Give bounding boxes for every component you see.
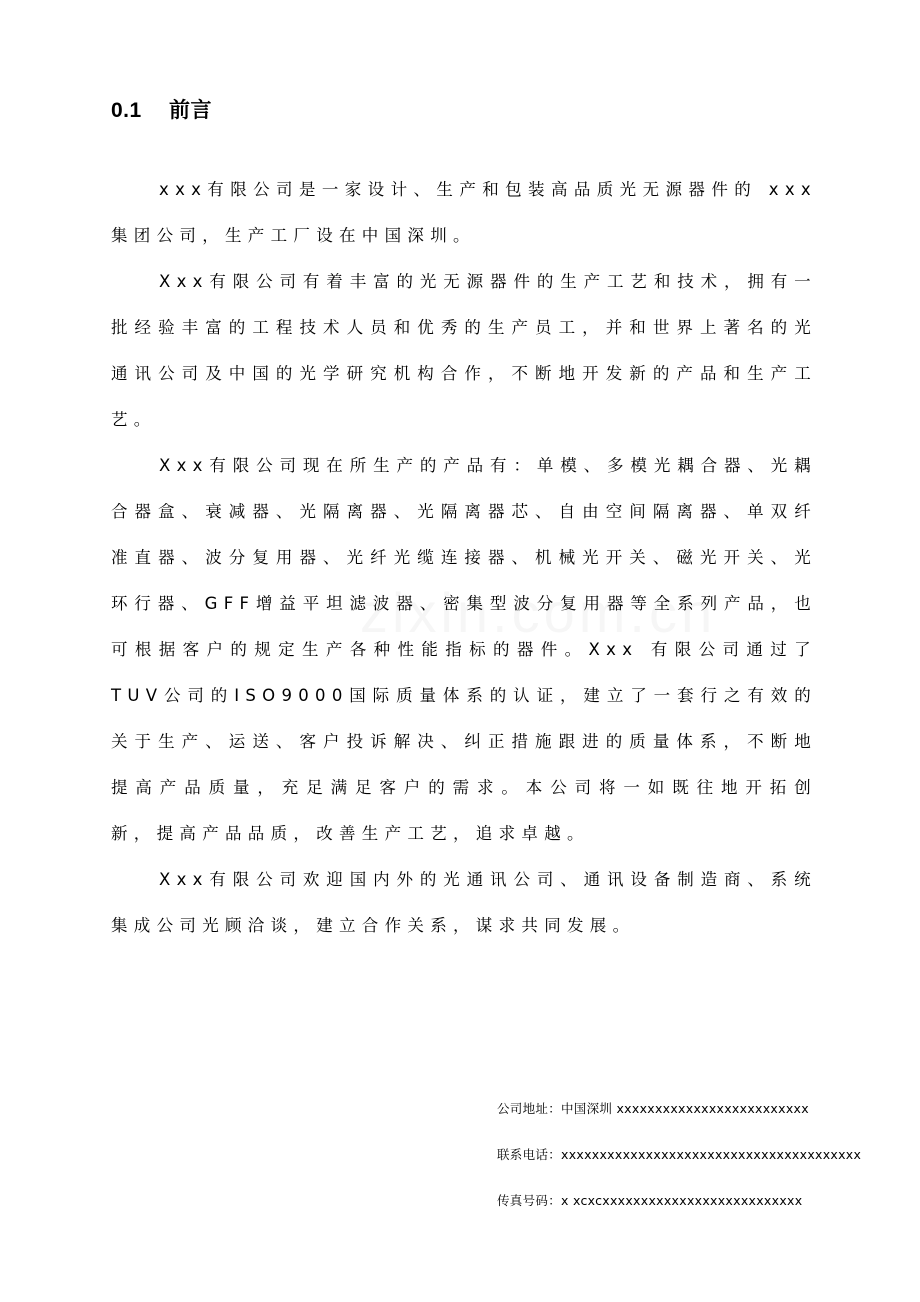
contact-fax: 传真号码：x xcxcxxxxxxxxxxxxxxxxxxxxxxxxxx [497, 1193, 803, 1208]
paragraph-capability: Xxx有限公司有着丰富的光无源器件的生产工艺和技术，拥有一批经验丰富的工程技术人员和优秀的生产员工，并和世界上著名的光通讯公司及中国的光学研究机构合作，不断地开发新的产品和生产工艺。 [111, 272, 817, 429]
paragraph-welcome: Xxx有限公司欢迎国内外的光通讯公司、通讯设备制造商、系统集成公司光顾洽谈，建立合作关系，谋求共同发展。 [111, 870, 817, 935]
contact-block [497, 1086, 861, 1224]
contact-address: 公司地址：中国深圳 xxxxxxxxxxxxxxxxxxxxxxxxx [497, 1101, 809, 1116]
body-text [111, 167, 817, 949]
paragraph-intro: xxx有限公司是一家设计、生产和包装高品质光无源器件的 xxx 集团公司，生产工厂设在中国深圳。 [111, 180, 817, 245]
section-heading [111, 94, 212, 124]
section-title: 前言 [169, 99, 212, 122]
contact-phone: 联系电话：xxxxxxxxxxxxxxxxxxxxxxxxxxxxxxxxxxxxxxx [497, 1147, 862, 1162]
section-number: 0.1 [111, 99, 142, 122]
paragraph-products: Xxx有限公司现在所生产的产品有：单模、多模光耦合器、光耦合器盒、衰减器、光隔离器、光隔离器芯、自由空间隔离器、单双纤准直器、波分复用器、光纤光缆连接器、机械光开关、磁光开关、光环行器、GFF增益平坦滤波器、密集型波分复用器等全系列产品，也可根据客户的规定生产各种性能指标的器件。Xxx 有限公司通过了TUV公司的ISO9000国际质量体系的认证，建立了一套行之有效的关于生产、运送、客户投诉解决、纠正措施跟进的质量体系，不断地提高产品质量，充足满足客户的需求。本公司将一如既往地开拓创新，提高产品品质，改善生产工艺，追求卓越。 [111, 456, 817, 843]
